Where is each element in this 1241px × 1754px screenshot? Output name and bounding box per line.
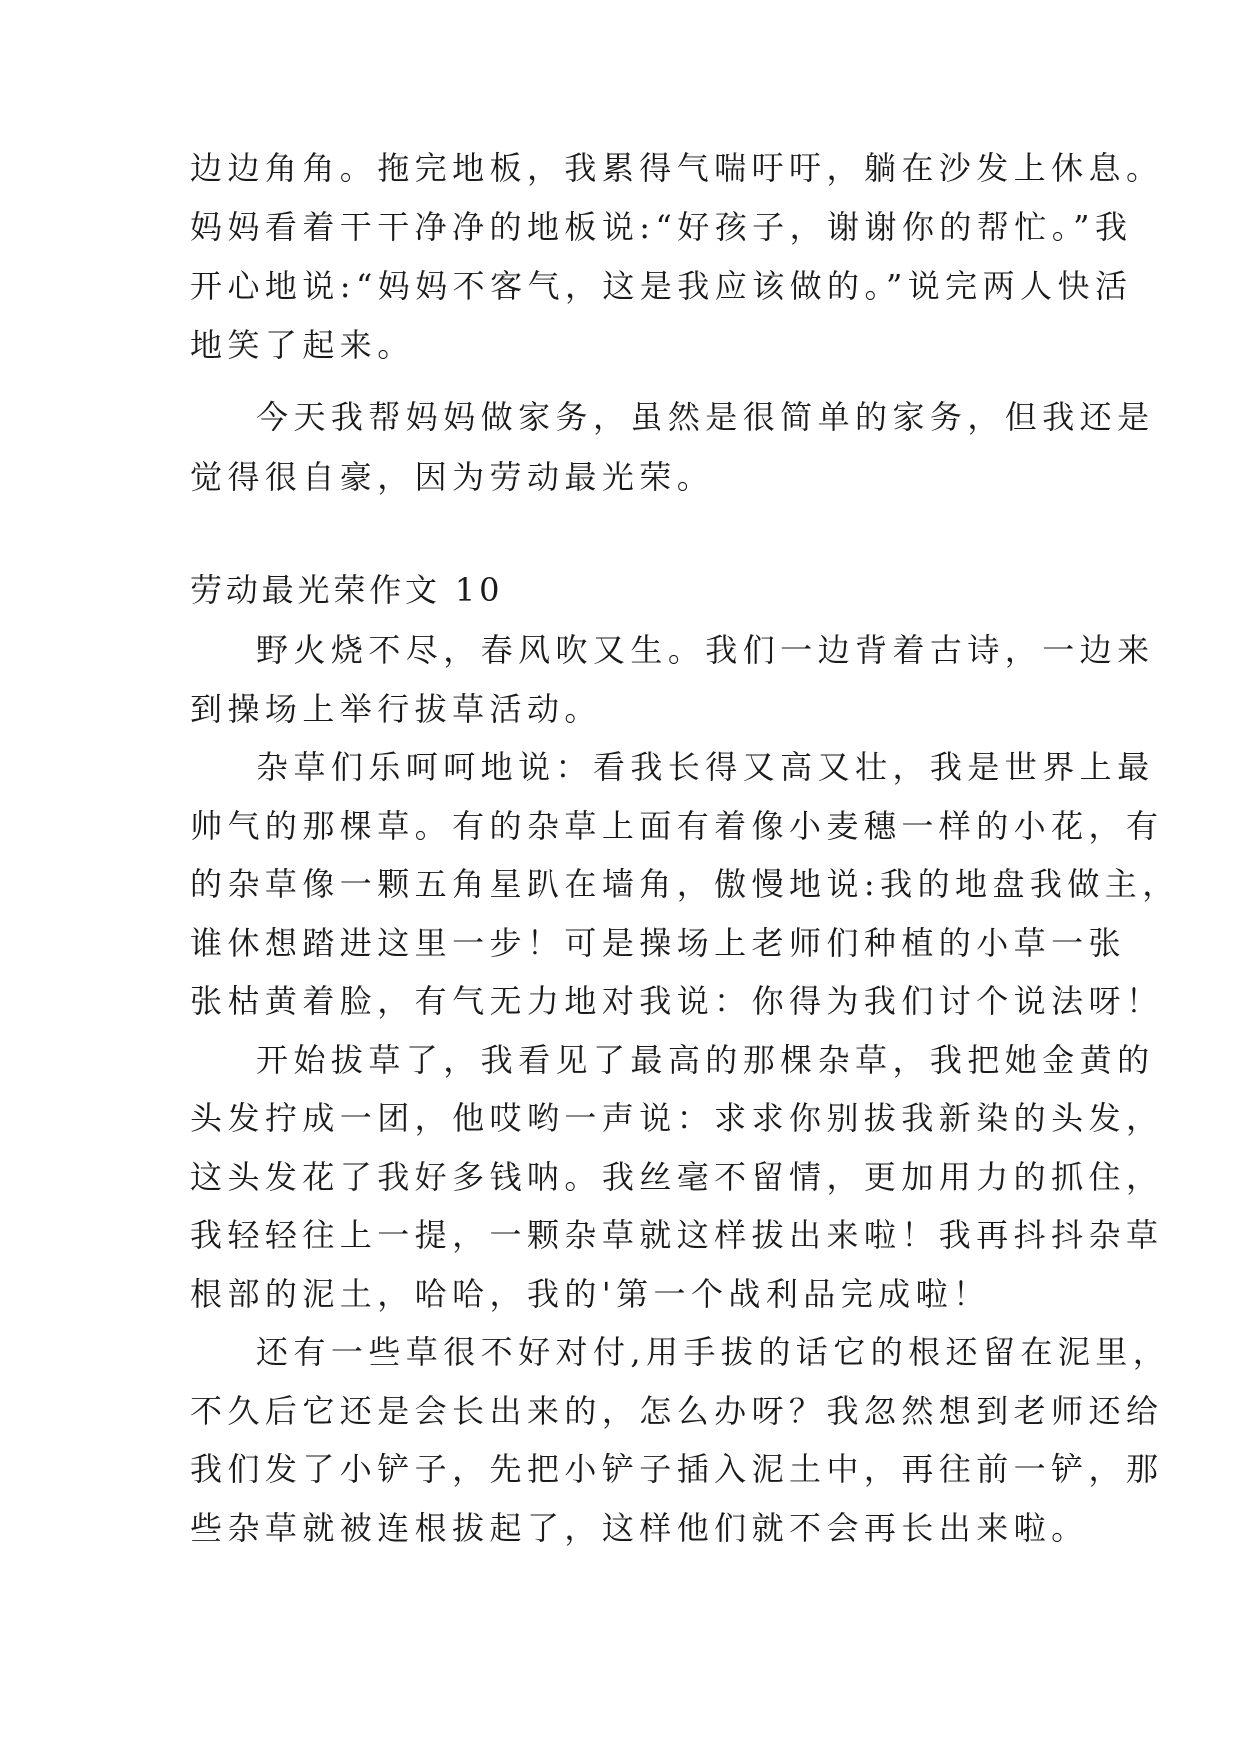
text-line: 还有一些草很不好对付,用手拔的话它的根还留在泥里，: [256, 1333, 1171, 1371]
text-line: 野火烧不尽，春风吹又生。我们一边背着古诗，一边来: [256, 631, 1155, 669]
text-line: 今天我帮妈妈做家务，虽然是很简单的家务，但我还是: [256, 398, 1155, 436]
text-line: 根部的泥土，哈哈，我的'第一个战利品完成啦！: [190, 1275, 991, 1313]
text-line: 开心地说:“妈妈不客气，这是我应该做的。”说完两人快活: [190, 267, 1133, 305]
text-line: 头发拧成一团，他哎哟一声说：求求你别拔我新染的头发，: [190, 1099, 1164, 1137]
text-line: 谁休想踏进这里一步！可是操场上老师们种植的小草一张: [190, 924, 1127, 962]
text-line: 边边角角。拖完地板，我累得气喘吁吁，躺在沙发上休息。: [190, 149, 1164, 187]
text-line: 地笑了起来。: [190, 326, 415, 364]
text-line: 觉得很自豪，因为劳动最光荣。: [190, 458, 715, 496]
text-line: 些杂草就被连根拔起了，这样他们就不会再长出来啦。: [190, 1509, 1089, 1547]
text-line: 我轻轻往上一提，一颗杂草就这样拔出来啦！我再抖抖杂草: [190, 1216, 1164, 1254]
text-line: 张枯黄着脸，有气无力地对我说：你得为我们讨个说法呀！: [190, 982, 1164, 1020]
text-line: 妈妈看着干干净净的地板说:“好孩子，谢谢你的帮忙。”我: [190, 208, 1133, 246]
essay-title: 劳动最光荣作文 10: [190, 571, 504, 609]
text-line: 到操场上举行拔草活动。: [190, 690, 602, 728]
text-line: 杂草们乐呵呵地说：看我长得又高又壮，我是世界上最: [256, 748, 1155, 786]
text-line: 帅气的那棵草。有的杂草上面有着像小麦穗一样的小花，有: [190, 807, 1164, 845]
text-line: 我们发了小铲子，先把小铲子插入泥土中，再往前一铲，那: [190, 1450, 1164, 1488]
text-line: 不久后它还是会长出来的，怎么办呀？我忽然想到老师还给: [190, 1392, 1164, 1430]
text-line: 的杂草像一颗五角星趴在墙角，傲慢地说:我的地盘我做主，: [190, 865, 1180, 903]
text-line: 这头发花了我好多钱呐。我丝毫不留情，更加用力的抓住，: [190, 1158, 1164, 1196]
text-line: 开始拔草了，我看见了最高的那棵杂草，我把她金黄的: [256, 1041, 1155, 1079]
